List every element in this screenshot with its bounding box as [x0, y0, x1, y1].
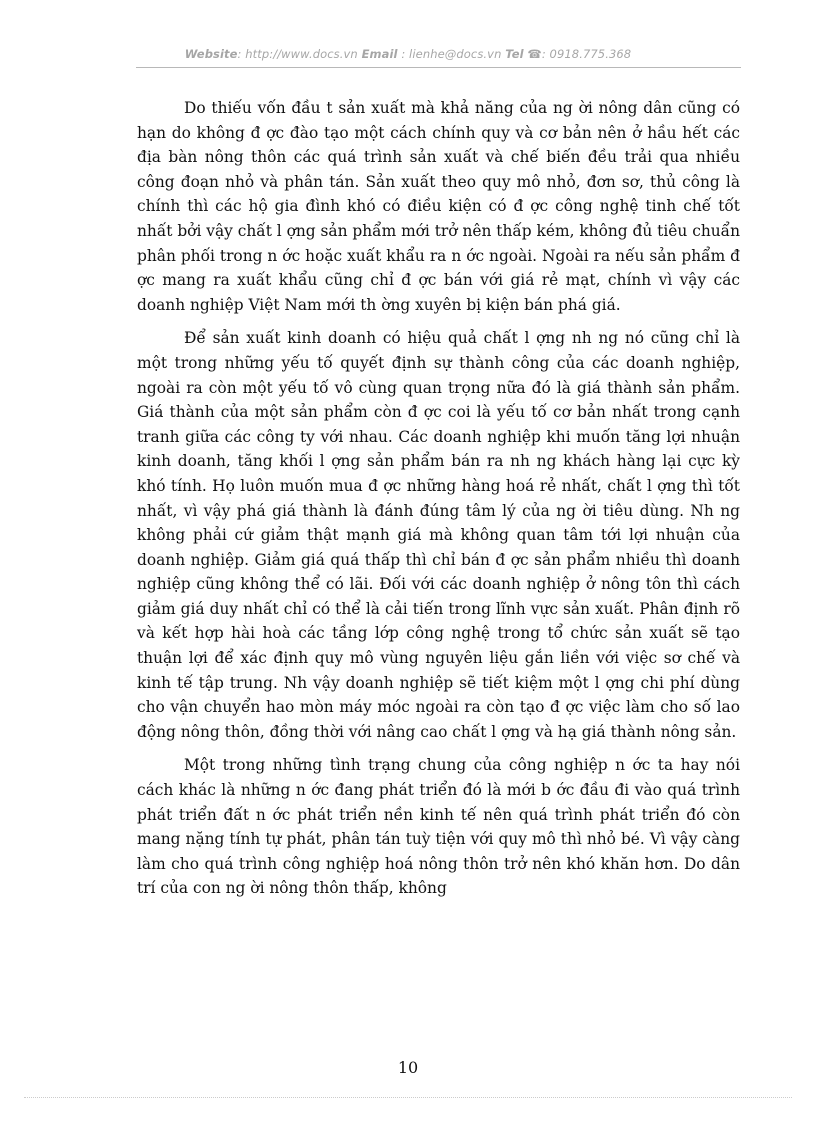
header-tel-label: Tel — [505, 47, 524, 61]
header-email-label: Email — [361, 47, 398, 61]
page-number: 10 — [397, 1058, 419, 1077]
header-tel-value: ☎: 0918.775.368 — [523, 47, 632, 61]
page-header — [0, 47, 816, 61]
header-email-value: : lienhe@docs.vn — [397, 47, 506, 61]
paragraph: Để sản xuất kinh doanh có hiệu quả chất l ợng nh ng nó cũng chỉ là một trong những yếu tố quyết định sự thành công của các doanh nghiệp, ngoài ra còn một yếu tố vô cùng quan trọng nữa đó là giá thành sản phẩm. Giá thành của một sản phẩm còn đ ợc coi là yếu tố cơ bản nhất trong cạnh tranh giữa các công ty với nhau. Các doanh nghiệp khi muốn tăng lợi nhuận kinh doanh, tăng khối l ợng sản phẩm bán ra nh ng khách hàng lại cực kỳ khó tính. Họ luôn muốn mua đ ợc những hàng hoá rẻ nhất, chất l ợng thì tốt nhất, vì vậy phá giá thành là đánh đúng tâm lý của ng ời tiêu dùng. Nh ng không phải cứ giảm thật mạnh giá mà không quan tâm tới lợi nhuận của doanh nghiệp. Giảm giá quá thấp thì chỉ bán đ ợc sản phẩm nhiều thì doanh nghiệp cũng không thể có lãi. Đối với các doanh nghiệp ở nông tôn thì cách giảm giá duy nhất chỉ có thể là cải tiến trong lĩnh vực sản xuất. Phân định rõ và kết hợp hài hoà các tầng lớp công nghệ trong tổ chức sản xuất sẽ tạo thuận lợi để xác định quy mô vùng nguyên liệu gắn liền với việc sơ chế và kinh tế tập trung. Nh vậy doanh nghiệp sẽ tiết kiệm một l ợng chi phí dùng cho vận chuyển hao mòn máy móc ngoài ra còn tạo đ ợc việc làm cho số lao động nông thôn, đồng thời với nâng cao chất l ợng và hạ giá thành nông sản. — [137, 329, 740, 741]
header-website-value: : http://www.docs.vn — [237, 47, 362, 61]
paragraph: Do thiếu vốn đầu t sản xuất mà khả năng của ng ời nông dân cũng có hạn do không đ ợc đào tạo một cách chính quy và cơ bản nên ở hầu hết các địa bàn nông thôn các quá trình sản xuất và chế biến đều trải qua nhiều công đoạn nhỏ và phân tán. Sản xuất theo quy mô nhỏ, đơn sơ, thủ công là chính thì các hộ gia đình khó có điều kiện có đ ợc công nghệ tinh chế tốt nhất bởi vậy chất l ợng sản phẩm mới trở nên thấp kém, không đủ tiêu chuẩn phân phối trong n ớc hoặc xuất khẩu ra n ớc ngoài. Ngoài ra nếu sản phẩm đ ợc mang ra xuất khẩu cũng chỉ đ ợc bán với giá rẻ mạt, chính vì vậy các doanh nghiệp Việt Nam mới th ờng xuyên bị kiện bán phá giá. — [137, 99, 740, 314]
footer-divider — [24, 1097, 792, 1098]
document-body — [137, 96, 740, 910]
paragraph: Một trong những tình trạng chung của công nghiệp n ớc ta hay nói cách khác là những n ớc đang phát triển đó là mới b ớc đầu đi vào quá trình phát triển đất n ớc phát triển nền kinh tế nên quá trình phát triển đó còn mang nặng tính tự phát, phân tán tuỳ tiện với quy mô thì nhỏ bé. Vì vậy càng làm cho quá trình công nghiệp hoá nông thôn trở nên khó khăn hơn. Do dân trí của con ng ời nông thôn thấp, không — [137, 756, 740, 898]
header-divider — [136, 67, 741, 68]
header-website-label: Website — [184, 47, 238, 61]
